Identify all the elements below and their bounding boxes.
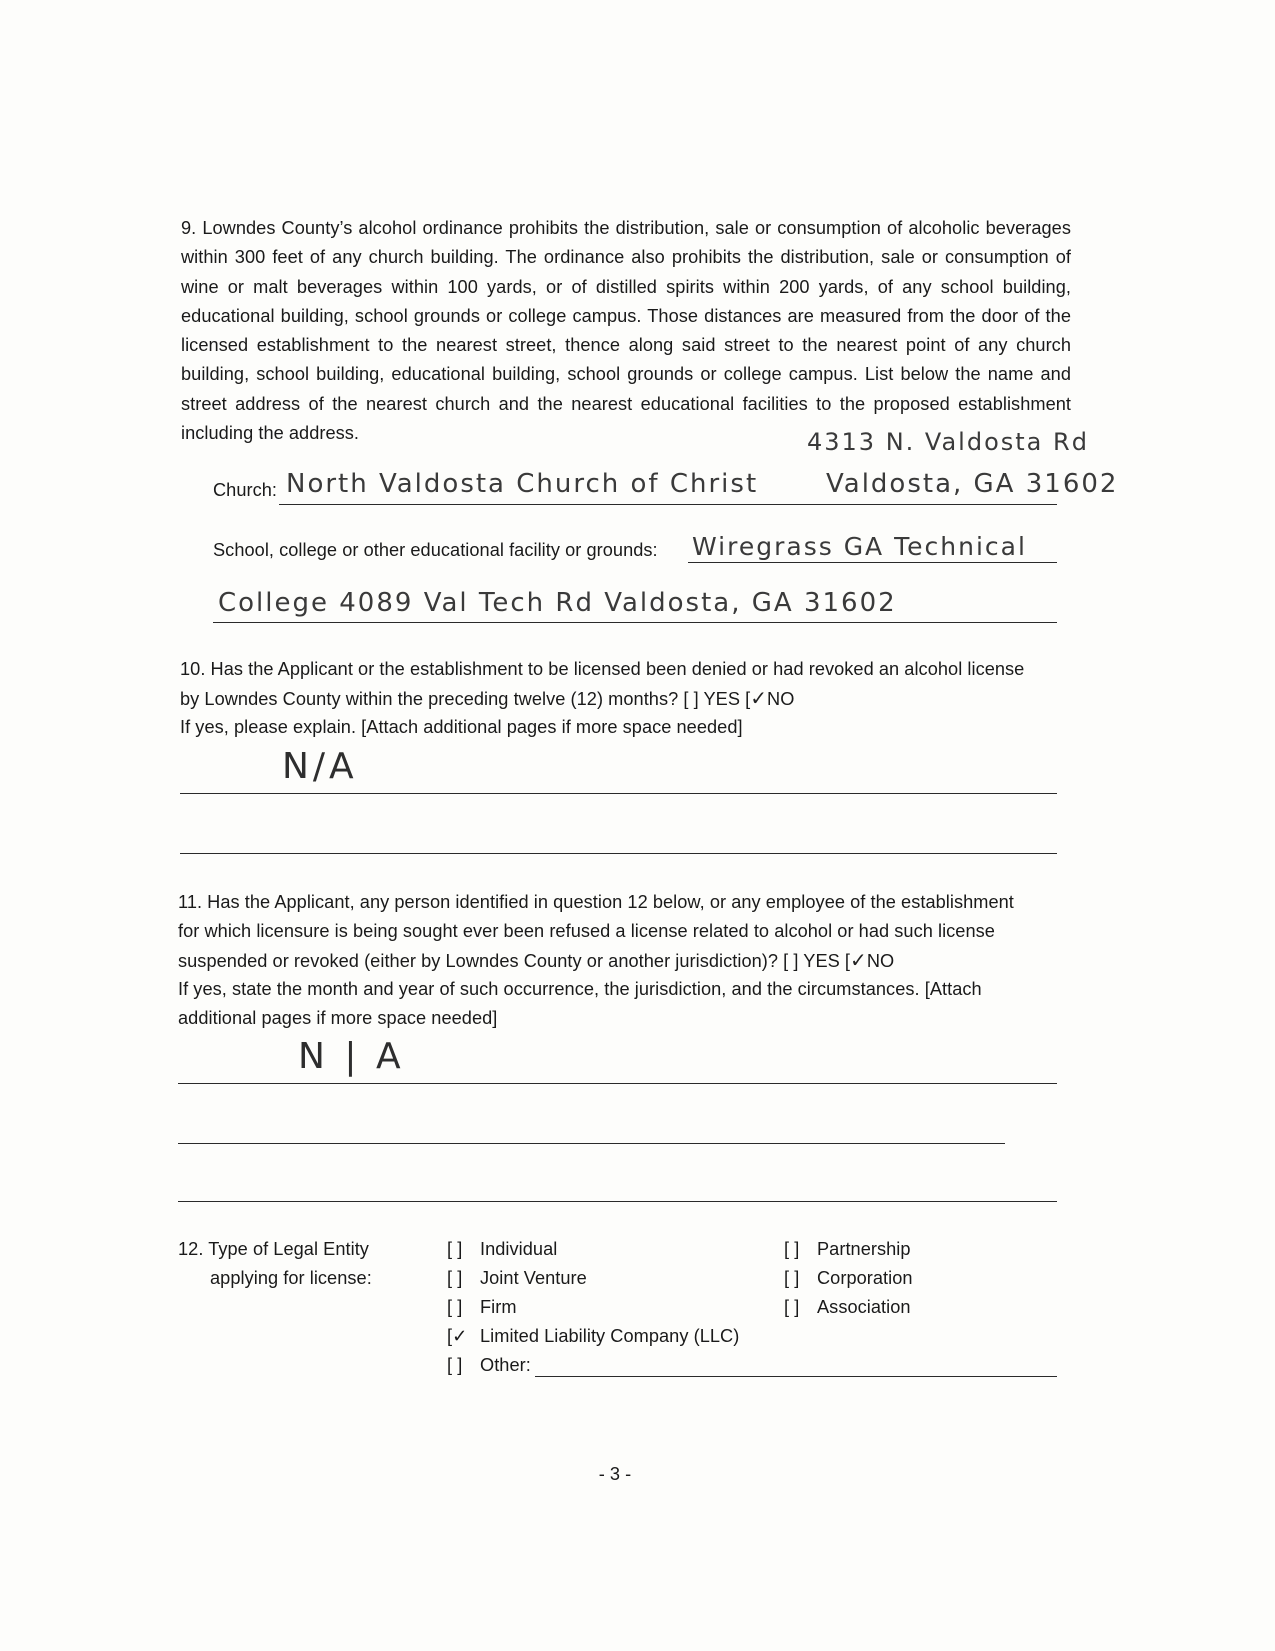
option-checkbox: [ ]	[784, 1239, 800, 1259]
page-number: - 3 -	[598, 1464, 632, 1484]
q10-question-text: by Lowndes County within the preceding twelve (12) months? [ ] YES [	[180, 689, 751, 709]
q10-answer-handwritten: N/A	[282, 746, 358, 787]
q10-answer-line-1	[180, 793, 1057, 794]
q10-no-check-mark: ✓	[750, 686, 768, 710]
option-checkbox: [ ]	[447, 1239, 463, 1259]
q12-label-line1: 12. Type of Legal Entity	[178, 1239, 369, 1259]
q10-line2	[180, 684, 794, 714]
q11-line2: for which licensure is being sought ever been refused a license related to alcohol or had such license	[178, 921, 995, 941]
option-llc	[447, 1322, 739, 1351]
option-checkbox: [ ]	[784, 1268, 800, 1288]
q11-question-text: suspended or revoked (either by Lowndes County or another jurisdiction)? [ ] YES [	[178, 951, 851, 971]
q11-line5: additional pages if more space needed]	[178, 1008, 498, 1028]
option-corporation	[784, 1264, 913, 1293]
option-checkbox: [ ]	[447, 1268, 463, 1288]
option-individual	[447, 1235, 557, 1264]
q11-answer-line-3	[178, 1201, 1057, 1202]
option-label: Other:	[480, 1355, 531, 1375]
school-answer-line-1	[688, 562, 1057, 563]
q10-answer-line-2	[180, 853, 1057, 854]
church-city-handwritten: Valdosta, GA 31602	[826, 469, 1119, 499]
church-label: Church:	[213, 480, 278, 500]
option-checkbox: [ ]	[447, 1297, 463, 1317]
q11-line4: If yes, state the month and year of such occurrence, the jurisdiction, and the circumstances. [Attach	[178, 979, 982, 999]
q11-line3	[178, 946, 894, 976]
q12-label-line2: applying for license:	[210, 1268, 372, 1288]
q11-no-label: NO	[866, 951, 895, 971]
q11-no-check-mark: ✓	[850, 948, 867, 972]
option-label: Joint Venture	[480, 1268, 587, 1288]
option-firm	[447, 1293, 517, 1322]
q11-answer-handwritten: N | A	[298, 1036, 405, 1077]
other-answer-line	[535, 1376, 1057, 1377]
school-name-handwritten: Wiregrass GA Technical	[692, 532, 1027, 561]
q9-paragraph: 9. Lowndes County’s alcohol ordinance prohibits the distribution, sale or consumption of alcoholic beverages within 300 feet of any church building. The ordinance also prohibits the distribution, sale or consumption of wine or malt beverages within 100 yards, or of distilled spirits within 200 yards, of any school building, educational building, school grounds or college campus. Those distances are measured from the door of the licensed establishment to the nearest street, thence along said street to the nearest point of any church building, school building, educational building, school grounds or college campus. List below the name and street address of the nearest church and the nearest educational facilities to the proposed establishment including the address.	[181, 218, 1071, 444]
church-street-handwritten: 4313 N. Valdosta Rd	[807, 428, 1089, 456]
option-label: Individual	[480, 1239, 558, 1259]
option-label: Association	[817, 1297, 911, 1317]
option-label: Partnership	[817, 1239, 911, 1259]
option-joint-venture	[447, 1264, 587, 1293]
option-partnership	[784, 1235, 911, 1264]
option-other	[447, 1351, 531, 1380]
option-checkbox-checked: [✓	[447, 1326, 468, 1346]
option-label: Corporation	[817, 1268, 913, 1288]
q11-line1: 11. Has the Applicant, any person identified in question 12 below, or any employee of the establishment	[178, 892, 1014, 912]
q11-answer-line-2	[178, 1143, 1005, 1144]
option-association	[784, 1293, 911, 1322]
q10-line3: If yes, please explain. [Attach additional pages if more space needed]	[180, 717, 743, 737]
option-label: Limited Liability Company (LLC)	[480, 1326, 740, 1346]
q10-line1: 10. Has the Applicant or the establishment to be licensed been denied or had revoked an alcohol license	[180, 659, 1025, 679]
option-checkbox: [ ]	[784, 1297, 800, 1317]
q10-no-label: NO	[767, 689, 795, 709]
school-address-handwritten: College 4089 Val Tech Rd Valdosta, GA 31602	[218, 588, 897, 618]
school-answer-line-2	[213, 622, 1057, 623]
church-answer-line	[279, 504, 1057, 505]
q11-answer-line-1	[178, 1083, 1057, 1084]
church-name-handwritten: North Valdosta Church of Christ	[286, 469, 759, 499]
school-label: School, college or other educational facility or grounds:	[213, 540, 658, 560]
option-label: Firm	[480, 1297, 517, 1317]
option-checkbox: [ ]	[447, 1355, 463, 1375]
